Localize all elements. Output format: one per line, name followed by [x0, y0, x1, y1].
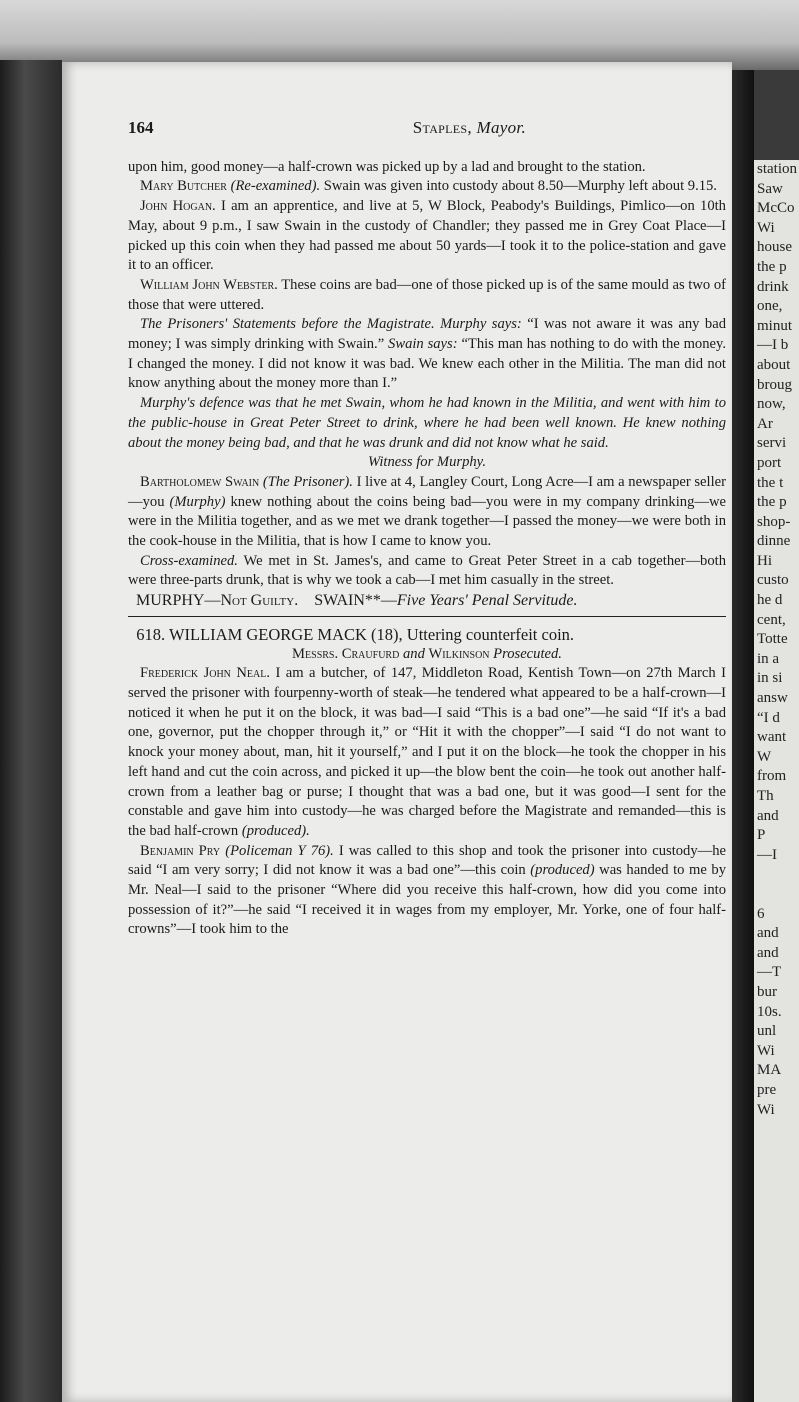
facing-page-line: Saw — [757, 180, 783, 197]
facing-page-line: servi — [757, 435, 787, 452]
witness-name: Frederick John Neal. — [140, 665, 270, 682]
facing-page-line: —I — [757, 846, 777, 863]
facing-page-line: answ — [757, 690, 788, 707]
facing-page-line: and — [757, 944, 779, 961]
swain-statement: “This man has nothing to do with the money. I changed the money. I did not know it was bad. We knew each other in the Militia. The man did not know anything about the money more than I.” — [128, 336, 726, 392]
witness-role: (Policeman Y 76). — [225, 842, 334, 859]
facing-page-line — [754, 885, 799, 905]
facing-page-line: Wi — [757, 219, 775, 236]
facing-page-line: house — [757, 239, 792, 256]
testimony-text: These coins are bad—one of those picked up is of the same mould as two of those that were uttered. — [128, 276, 727, 313]
verdict-swain: SWAIN**— — [314, 592, 397, 610]
witness-role: (The Prisoner). — [262, 473, 353, 490]
facing-page-line: drink — [757, 278, 789, 295]
case-number: 618. — [136, 624, 166, 644]
case-divider — [128, 616, 726, 617]
testimony-text: Swain was given into custody about 8.50—Murphy left about 9.15. — [323, 178, 717, 195]
facing-page-line: bur — [757, 983, 777, 1000]
murphy-says-label: Murphy says: — [440, 316, 522, 333]
facing-page-line: the p — [757, 494, 787, 511]
facing-page-line: shop- — [757, 513, 791, 530]
testimony-text: I am an apprentice, and live at 5, W Block, Peabody's Buildings, Pimlico—on 10th May, about 9 p.m., I saw Swain in the custody of Chandler; they passed me in Grey Coat Place—I picked up this coin when they had passed me about 50 yards—I took it to the police-station and gave it to an officer. — [128, 198, 726, 274]
cross-examination — [128, 552, 726, 591]
facing-page-line: Wi — [757, 1101, 775, 1118]
facing-page-line: want — [757, 729, 787, 746]
facing-page-line: 6 — [757, 905, 765, 922]
witness-name: John Hogan. — [140, 198, 216, 215]
testimony-text: knew nothing about the coins being bad—you were in my company drinking—we were in the Militia together, and as we met we drank together—I passed the money—we were both in the cook-house in the Militia, that is how I came to know you. — [128, 493, 726, 550]
facing-page-line: the t — [757, 474, 784, 491]
witness-role: (Re-examined). — [230, 178, 321, 195]
facing-page-line: unl — [757, 1023, 777, 1040]
facing-page-line: —T — [757, 964, 782, 981]
produced-note: (produced) — [530, 862, 595, 879]
facing-page-line: about — [757, 356, 791, 373]
running-head — [413, 118, 526, 138]
running-header — [128, 118, 726, 138]
testimony-john-hogan — [128, 197, 726, 276]
facing-page-line: P — [757, 827, 766, 844]
facing-page-line: Th — [757, 788, 774, 804]
facing-page-line: dinne — [757, 533, 791, 550]
facing-page-line: Totte — [757, 631, 788, 648]
facing-page-line: Hi — [757, 552, 772, 569]
witness-name: Bartholomew Swain — [140, 473, 260, 490]
prisoners-statements — [128, 315, 726, 394]
facing-page-line — [754, 865, 799, 885]
facing-page-line: pre — [757, 1081, 777, 1098]
prosecutors-line — [128, 645, 726, 665]
facing-page-line: the p — [757, 258, 787, 275]
testimony-text: I am a butcher, of 147, Middleton Road, Kentish Town—on 27th March I served the prisoner with fourpenny-worth of steak—he tendered what appeared to be a half-crown—I noticed it when he put it on the block, it was bad—I said “This is a bad one”—he said “If it's a bad one, governor, put the chopper through it,” or “Hit it with the chopper”—I said “I do not want to knock your money about, man, hit it yourself,” and I put it on the block—he took the chopper in his left hand and cut the coin across, and picked it up—the blow bent the coin—he took out another half-crown from a leather bag or purse; I thought that was a bad one, but it was good—I sent for the constable and gave him into custody—he was charged before the Magistrate and remanded—this is the bad half-crown — [128, 665, 726, 839]
facing-page-line: in si — [757, 670, 783, 687]
page-number: 164 — [128, 118, 154, 137]
witness-heading: Witness for Murphy. — [368, 454, 486, 471]
verdict-swain-result: Five Years' Penal Servitude. — [396, 592, 578, 610]
facing-page-line: “I d — [757, 709, 780, 726]
facing-page-line: and — [757, 807, 779, 824]
swain-says-label: Swain says: — [388, 336, 458, 353]
case-defendant: WILLIAM GEORGE MACK (18), — [168, 624, 403, 644]
testimony-text: I live at 4, Langley Court, Long Acre—I am a newspaper seller—you — [128, 473, 726, 510]
cross-examined-label: Cross-examined. — [140, 552, 238, 569]
facing-page-line: W — [757, 748, 772, 765]
murphy-defence: Murphy's defence was that he met Swain, whom he had known in the Militia, and went with him to the public-house in Great Peter Street to drink, where he had been well known. He knew nothing about the money being bad, and that he was drunk and did not know what he said. — [128, 395, 726, 451]
case-title — [128, 625, 726, 645]
facing-page-line: he d — [757, 592, 783, 609]
facing-page-line: cent, — [757, 611, 786, 628]
testimony-frederick-neal — [128, 664, 726, 841]
testimony-benjamin-pry — [128, 842, 726, 941]
verdict-murphy: MURPHY— — [136, 592, 221, 610]
testimony-mary-butcher — [128, 177, 726, 197]
produced-note: (produced). — [241, 822, 310, 839]
facing-page-line: MA — [757, 1062, 782, 1079]
prosecutor-b: Wilkinson — [428, 645, 490, 662]
facing-page-line: Ar — [757, 415, 773, 432]
facing-page-line: minut — [757, 317, 793, 334]
witness-name: Benjamin Pry — [140, 842, 221, 859]
facing-page-line: port — [757, 454, 782, 471]
testimony-william-webster — [128, 276, 726, 315]
statements-heading: The Prisoners' Statements before the Magistrate. — [140, 316, 435, 333]
paragraph-continuation: upon him, good money—a half-crown was picked up by a lad and brought to the station. — [128, 158, 646, 175]
testimony-text: was handed to me by Mr. Neal—I said to the prisoner “Where did you receive this half-crown, how did you come into possession of it?”—he said “I received it in wages from my employer, Mr. Yorke, one of four half-crowns”—I took him to the — [128, 862, 726, 938]
witness-name: Mary Butcher — [140, 178, 227, 195]
scan-background-top — [0, 0, 799, 70]
facing-page-fragment — [754, 160, 799, 1402]
facing-page-line: custo — [757, 572, 789, 589]
facing-page-line: station — [757, 161, 797, 177]
facing-page-line: Wi — [757, 1042, 775, 1059]
verdict-line — [128, 591, 726, 611]
verdict-murphy-result: Not Guilty. — [220, 592, 299, 610]
testimony-bartholomew-swain — [128, 473, 726, 552]
book-gutter — [732, 70, 754, 1402]
facing-page-line: —I b — [757, 337, 789, 354]
facing-page-line: now, — [757, 396, 786, 413]
prosecuted-label: Prosecuted. — [493, 645, 562, 662]
prosecutor-and: and — [402, 645, 425, 662]
facing-page-line: in a — [757, 650, 780, 667]
running-head-name: Staples, — [412, 118, 472, 137]
facing-page-line: and — [757, 925, 779, 942]
witness-name: William John Webster. — [140, 276, 278, 293]
facing-page-line: broug — [757, 376, 792, 393]
page-content — [128, 118, 726, 940]
facing-page-line: McCo — [757, 200, 795, 217]
murphy-statement: “I was not aware it was any bad money; I was simply drinking with Swain.” — [128, 316, 726, 353]
facing-page-line: 10s. — [757, 1003, 782, 1020]
testimony-text: I was called to this shop and took the prisoner into custody—he said “I am very sorry; I did not know it was a bad one”—this coin — [128, 842, 727, 879]
case-charge: Uttering counterfeit coin. — [406, 624, 575, 644]
running-head-title: Mayor. — [476, 118, 526, 137]
book-edge-left — [0, 60, 62, 1402]
cross-examination-text: We met in St. James's, and came to Great Peter Street in a cab together—both were three-parts drunk, that is why we took a cab—I met him casually in the street. — [128, 552, 726, 589]
prosecutor-a: Messrs. Craufurd — [292, 645, 400, 662]
facing-page-line: from — [757, 768, 787, 785]
facing-page-line: one, — [757, 298, 783, 315]
murphy-reference: (Murphy) — [169, 493, 226, 510]
